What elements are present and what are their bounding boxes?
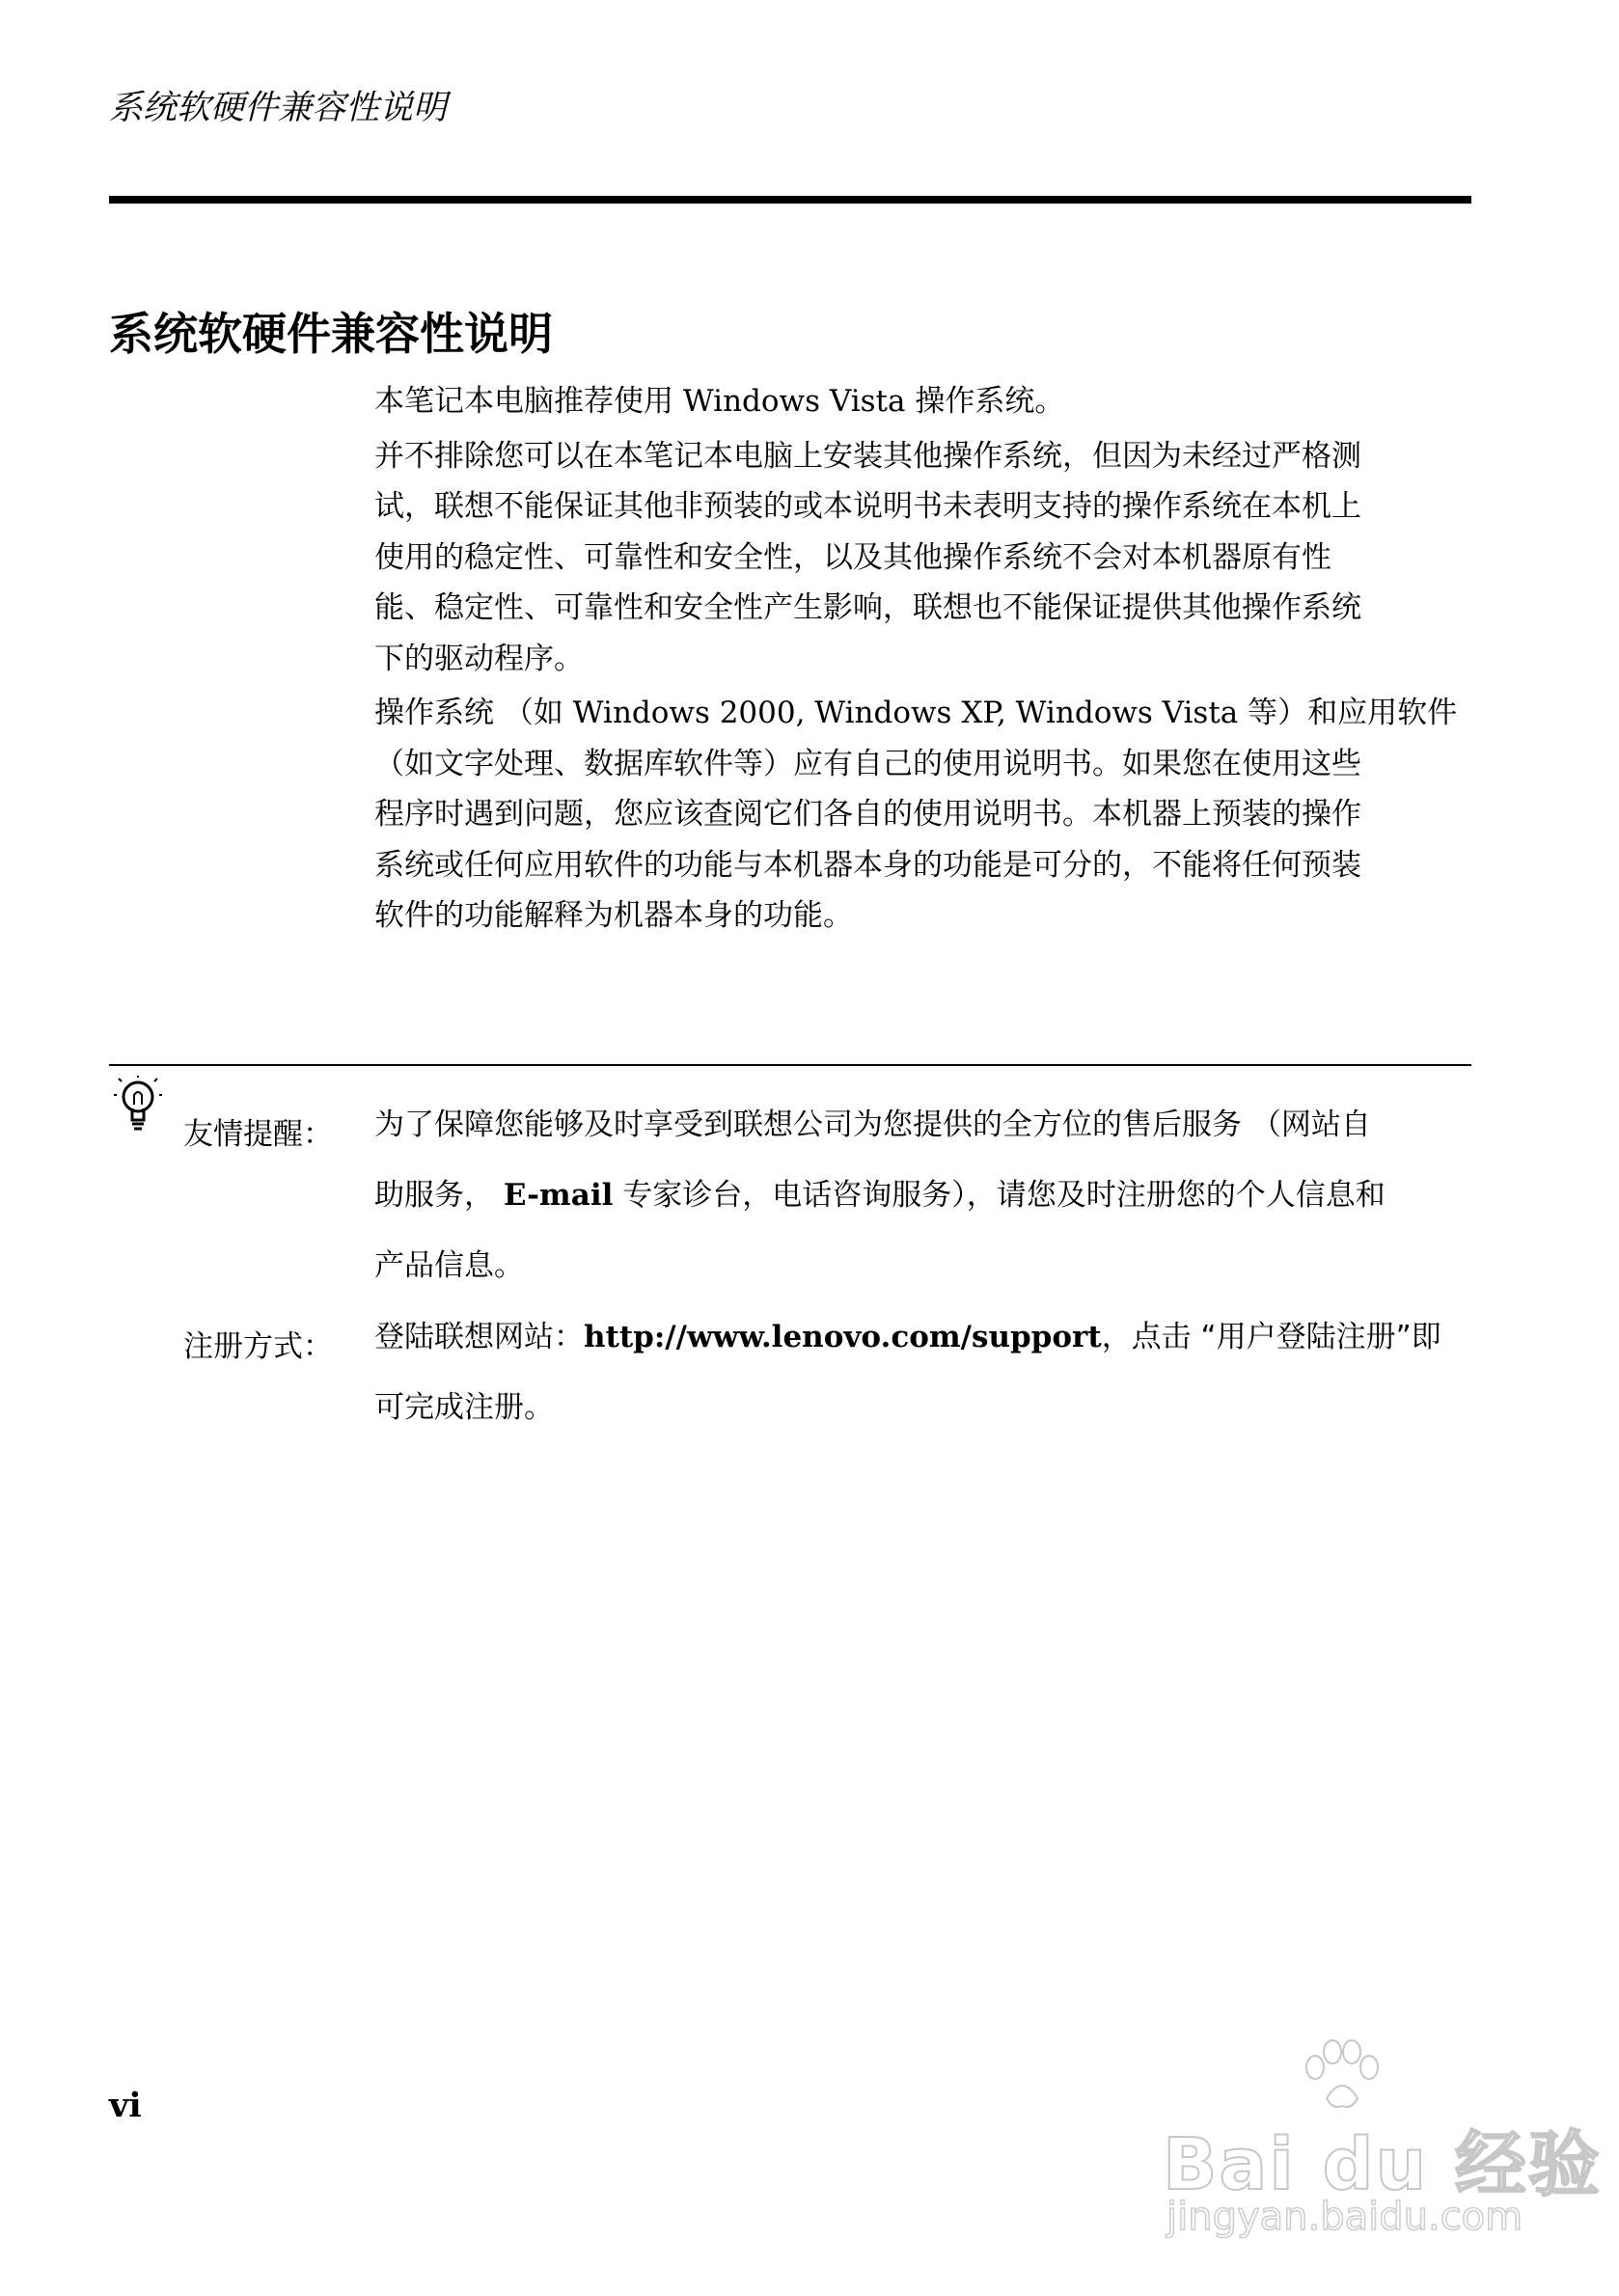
paragraph-line: 能、稳定性、可靠性和安全性产生影响，联想也不能保证提供其他操作系统 — [374, 590, 1361, 625]
paw-icon — [1298, 2038, 1385, 2116]
paragraph-line: 操作系统 （如 Windows 2000, Windows XP, Windows Vista 等）和应用软件 — [374, 696, 1458, 730]
register-text-part: 登陆联想网站： — [374, 1320, 584, 1354]
tip-divider — [109, 1064, 1471, 1066]
email-term: E-mail — [503, 1178, 614, 1213]
header-rule — [109, 196, 1471, 204]
baidu-watermark — [1153, 2050, 1602, 2243]
paragraph-line: 下的驱动程序。 — [374, 641, 584, 676]
page-number: vi — [109, 2086, 142, 2125]
reminder-text — [374, 1090, 1474, 1301]
paragraph-line: 软件的功能解释为机器本身的功能。 — [374, 898, 853, 933]
page-title: 系统软硬件兼容性说明 — [109, 308, 553, 360]
paragraph-other-os — [374, 431, 1474, 685]
paragraph-line: 并不排除您可以在本笔记本电脑上安装其他操作系统，但因为未经过严格测 — [374, 438, 1361, 474]
paragraph-line: 系统或任何应用软件的功能与本机器本身的功能是可分的，不能将任何预装 — [374, 847, 1361, 883]
watermark-url: jingyan.baidu.com — [1166, 2195, 1523, 2239]
reminder-line: 为了保障您能够及时享受到联想公司为您提供的全方位的售后服务 （网站自 — [374, 1107, 1371, 1142]
support-url-link[interactable]: http://www.lenovo.com/support — [584, 1320, 1102, 1354]
register-text-part: ，点击 “用户登陆注册”即 — [1101, 1320, 1441, 1354]
lightbulb-icon — [114, 1076, 162, 1139]
paragraph-line: 试，联想不能保证其他非预装的或本说明书未表明支持的操作系统在本机上 — [374, 489, 1361, 524]
body-text — [374, 376, 1474, 942]
register-text — [374, 1302, 1474, 1443]
register-label: 注册方式： — [183, 1329, 333, 1364]
paragraph-software-manuals — [374, 688, 1474, 942]
running-header: 系统软硬件兼容性说明 — [109, 89, 448, 127]
reminder-text-part: 专家诊台，电话咨询服务），请您及时注册您的个人信息和 — [613, 1178, 1386, 1213]
paragraph-line: 程序时遇到问题，您应该查阅它们各自的使用说明书。本机器上预装的操作 — [374, 797, 1361, 832]
paragraph-line: 使用的稳定性、可靠性和安全性，以及其他操作系统不会对本机器原有性 — [374, 539, 1331, 575]
reminder-text-part: 助服务， — [374, 1178, 504, 1213]
register-line: 可完成注册。 — [374, 1390, 554, 1425]
register-line — [374, 1302, 1474, 1373]
watermark-logo: Bai du 经验 — [1163, 2123, 1602, 2206]
paragraph-line: （如文字处理、数据库软件等）应有自己的使用说明书。如果您在使用这些 — [374, 746, 1361, 781]
reminder-line — [374, 1161, 1474, 1231]
reminder-line: 产品信息。 — [374, 1248, 524, 1283]
paragraph-line: 本笔记本电脑推荐使用 Windows Vista 操作系统。 — [374, 384, 1065, 419]
paragraph-recommended-os — [374, 376, 1474, 427]
reminder-label: 友情提醒： — [183, 1117, 333, 1152]
